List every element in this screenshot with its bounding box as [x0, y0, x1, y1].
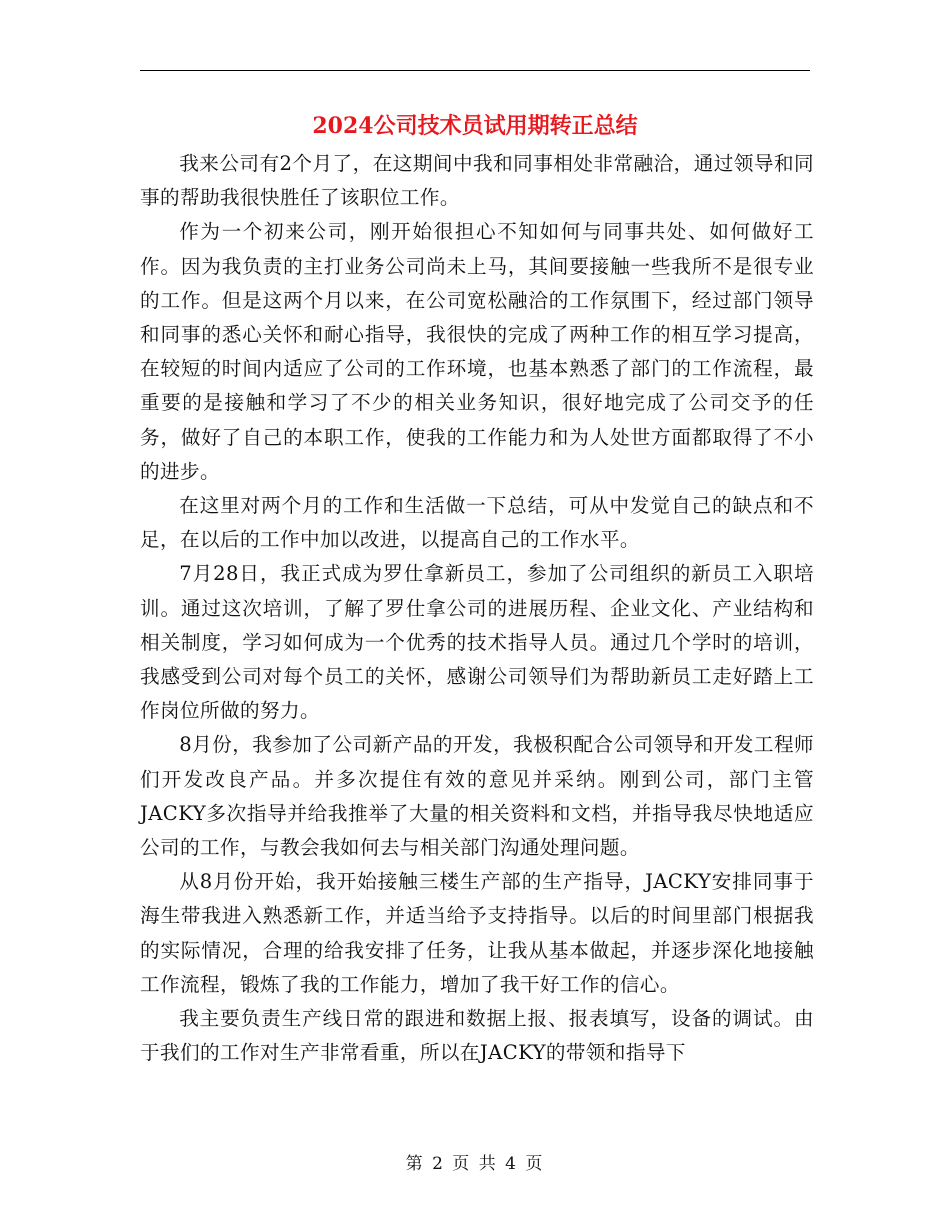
paragraph: 我来公司有2个月了，在这期间中我和同事相处非常融洽，通过领导和同事的帮助我很快胜任了该职位工作。	[140, 152, 814, 210]
paragraph: 我主要负责生产线日常的跟进和数据上报、报表填写，设备的调试。由于我们的工作对生产非常看重，所以在JACKY的带领和指导下	[140, 1007, 814, 1065]
document-body	[140, 147, 814, 1070]
page-number-footer: 第 2 页 共 4 页	[405, 1154, 545, 1174]
paragraph: 从8月份开始，我开始接触三楼生产部的生产指导，JACKY安排同事于海生带我进入熟悉新工作，并适当给予支持指导。以后的时间里部门根据我的实际情况，合理的给我安排了任务，让我从基本做起，并逐步深化地接触工作流程，锻炼了我的工作能力，增加了我干好工作的信心。	[140, 870, 814, 996]
paragraph: 8月份，我参加了公司新产品的开发，我极积配合公司领导和开发工程师们开发改良产品。并多次提住有效的意见并采纳。刚到公司，部门主管JACKY多次指导并给我推举了大量的相关资料和文档，并指导我尽快地适应公司的工作，与教会我如何去与相关部门沟通处理问题。	[140, 733, 814, 860]
paragraph: 在这里对两个月的工作和生活做一下总结，可从中发觉自己的缺点和不足，在以后的工作中加以改进，以提高自己的工作水平。	[140, 494, 814, 552]
paragraph: 作为一个初来公司，刚开始很担心不知如何与同事共处、如何做好工作。因为我负责的主打业务公司尚未上马，其间要接触一些我所不是很专业的工作。但是这两个月以来，在公司宽松融洽的工作氛围下，经过部门领导和同事的悉心关怀和耐心指导，我很快的完成了两种工作的相互学习提高，在较短的时间内适应了公司的工作环境，也基本熟悉了部门的工作流程，最重要的是接触和学习了不少的相关业务知识，很好地完成了公司交予的任务，做好了自己的本职工作，使我的工作能力和为人处世方面都取得了不小的进步。	[140, 220, 814, 483]
paragraph: 7月28日，我正式成为罗仕拿新员工，参加了公司组织的新员工入职培训。通过这次培训，了解了罗仕拿公司的进展历程、企业文化、产业结构和相关制度，学习如何成为一个优秀的技术指导人员。通过几个学时的培训，我感受到公司对每个员工的关怀，感谢公司领导们为帮助新员工走好踏上工作岗位所做的努力。	[140, 562, 814, 723]
document-title: 2024公司技术员试用期转正总结	[312, 113, 638, 139]
header-rule	[140, 70, 810, 71]
